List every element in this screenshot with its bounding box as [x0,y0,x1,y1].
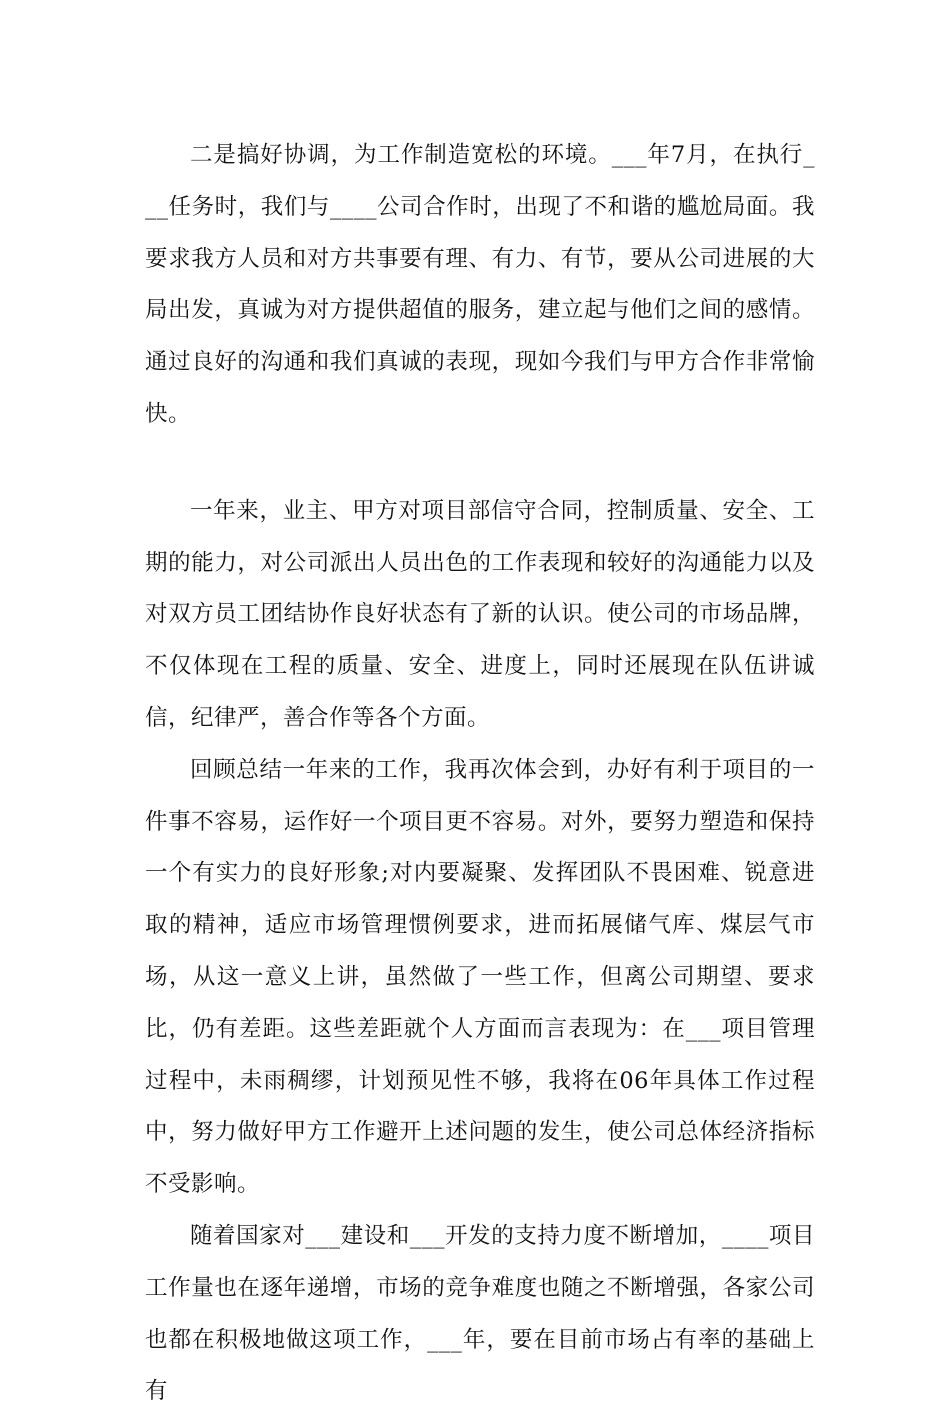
paragraph-outlook: 随着国家对___建设和___开发的支持力度不断增加，____项目工作量也在逐年递增，市场的竞争难度也随之不断增强，各家公司也都在积极地做这项工作，___年，要在目前市场占有率的基础上有 [145,1222,815,1405]
paragraph-review: 回顾总结一年来的工作，我再次体会到，办好有利于项目的一件事不容易，运作好一个项目更不容易。对外，要努力塑造和保持一个有实力的良好形象;对内要凝聚、发挥团队不畏困难、锐意进取的精神，适应市场管理惯例要求，进而拓展储气库、煤层气市场，从这一意义上讲，虽然做了一些工作，但离公司期望、要求比，仍有差距。这些差距就个人方面而言表现为：在___项目管理过程中，未雨稠缪，计划预见性不够，我将在06年具体工作过程中，努力做好甲方工作避开上述问题的发生，使公司总体经济指标不受影响。 [145,756,815,1198]
paragraph-coordination: 二是搞好协调，为工作制造宽松的环境。___年7月，在执行___任务时，我们与____公司合作时，出现了不和谐的尴尬局面。我要求我方人员和对方共事要有理、有力、有节，要从公司进展的大局出发，真诚为对方提供超值的服务，建立起与他们之间的感情。通过良好的沟通和我们真诚的表现，现如今我们与甲方合作非常愉快。 [145,142,815,427]
paragraph-spacer [145,441,815,486]
paragraph-recognition: 一年来，业主、甲方对项目部信守合同，控制质量、安全、工期的能力，对公司派出人员出色的工作表现和较好的沟通能力以及对双方员工团结协作良好状态有了新的认识。使公司的市场品牌，不仅体现在工程的质量、安全、进度上，同时还展现在队伍讲诚信，纪律严，善合作等各个方面。 [145,497,815,731]
document-page [145,130,815,1418]
